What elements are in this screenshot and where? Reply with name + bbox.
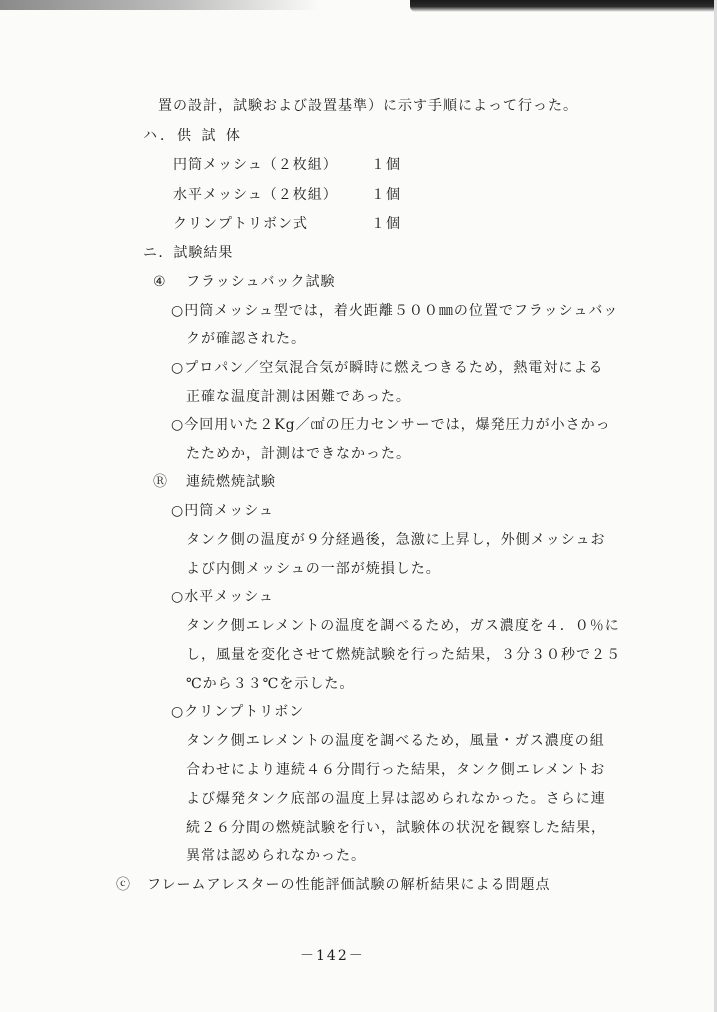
text-line: よび爆発タンク底部の温度上昇は認められなかった。さらに連	[186, 791, 606, 807]
circled-marker: Ⓡ	[153, 474, 168, 490]
circled-marker: ④	[153, 274, 167, 290]
text-line: ○今回用いた２Kg／㎠の圧力センサーでは，爆発圧力が小さかっ	[171, 417, 611, 433]
text-line: 異常は認められなかった。	[186, 848, 366, 864]
text-line: ○クリンプトリボン	[171, 704, 305, 720]
text-line: クが確認された。	[186, 331, 306, 347]
text-line: たためか，計測はできなかった。	[186, 446, 411, 462]
text-line: 合わせにより連続４６分間行った結果，タンク側エレメントお	[186, 762, 606, 778]
page-number: －142－	[300, 948, 365, 964]
section-heading-problems: フレームアレスターの性能評価試験の解析結果による問題点	[147, 877, 551, 893]
text-line: タンク側の温度が９分経過後，急激に上昇し，外側メッシュお	[186, 532, 606, 548]
subheading-flashback-test: フラッシュバック試験	[186, 274, 336, 290]
text-line: ℃から３３℃を示した。	[186, 676, 355, 692]
text-line: ○円筒メッシュ	[171, 503, 274, 519]
text-line: ○円筒メッシュ型では，着火距離５００㎜の位置でフラッシュバッ	[171, 303, 619, 319]
section-heading-specimens: ハ．供 試 体	[143, 128, 243, 144]
specimen-count: １個	[371, 157, 401, 173]
section-heading-results: ニ．試験結果	[143, 245, 234, 261]
specimen-count: １個	[371, 187, 401, 203]
text-line: 続２６分間の燃焼試験を行い，試験体の状況を観察した結果，	[186, 820, 606, 836]
text-line: ○プロパン／空気混合気が瞬時に燃えつきるため，熱電対による	[171, 360, 604, 376]
specimen-name: 水平メッシュ（２枚組）	[173, 187, 338, 203]
text-line: タンク側エレメントの温度を調べるため，風量・ガス濃度の組	[186, 733, 605, 749]
scan-shadow-top-right	[410, 0, 717, 12]
text-line: 置の設計，試験および設置基準）に示す手順によって行った。	[158, 98, 578, 114]
text-line: タンク側エレメントの温度を調べるため，ガス濃度を４．０％に	[186, 618, 620, 634]
text-line: 正確な温度計測は困難であった。	[186, 389, 411, 405]
text-line: し，風量を変化させて燃焼試験を行った結果，３分３０秒で２５	[186, 647, 621, 663]
text-line: よび内側メッシュの一部が焼損した。	[186, 561, 441, 577]
subheading-continuous-combustion-test: 連続燃焼試験	[186, 474, 276, 490]
specimen-name: 円筒メッシュ（２枚組）	[173, 157, 338, 173]
circled-marker: ⓒ	[116, 877, 131, 893]
scan-shadow-top-left	[0, 0, 320, 10]
specimen-name: クリンプトリボン式	[173, 216, 308, 232]
text-line: ○水平メッシュ	[171, 589, 274, 605]
specimen-count: １個	[371, 216, 401, 232]
